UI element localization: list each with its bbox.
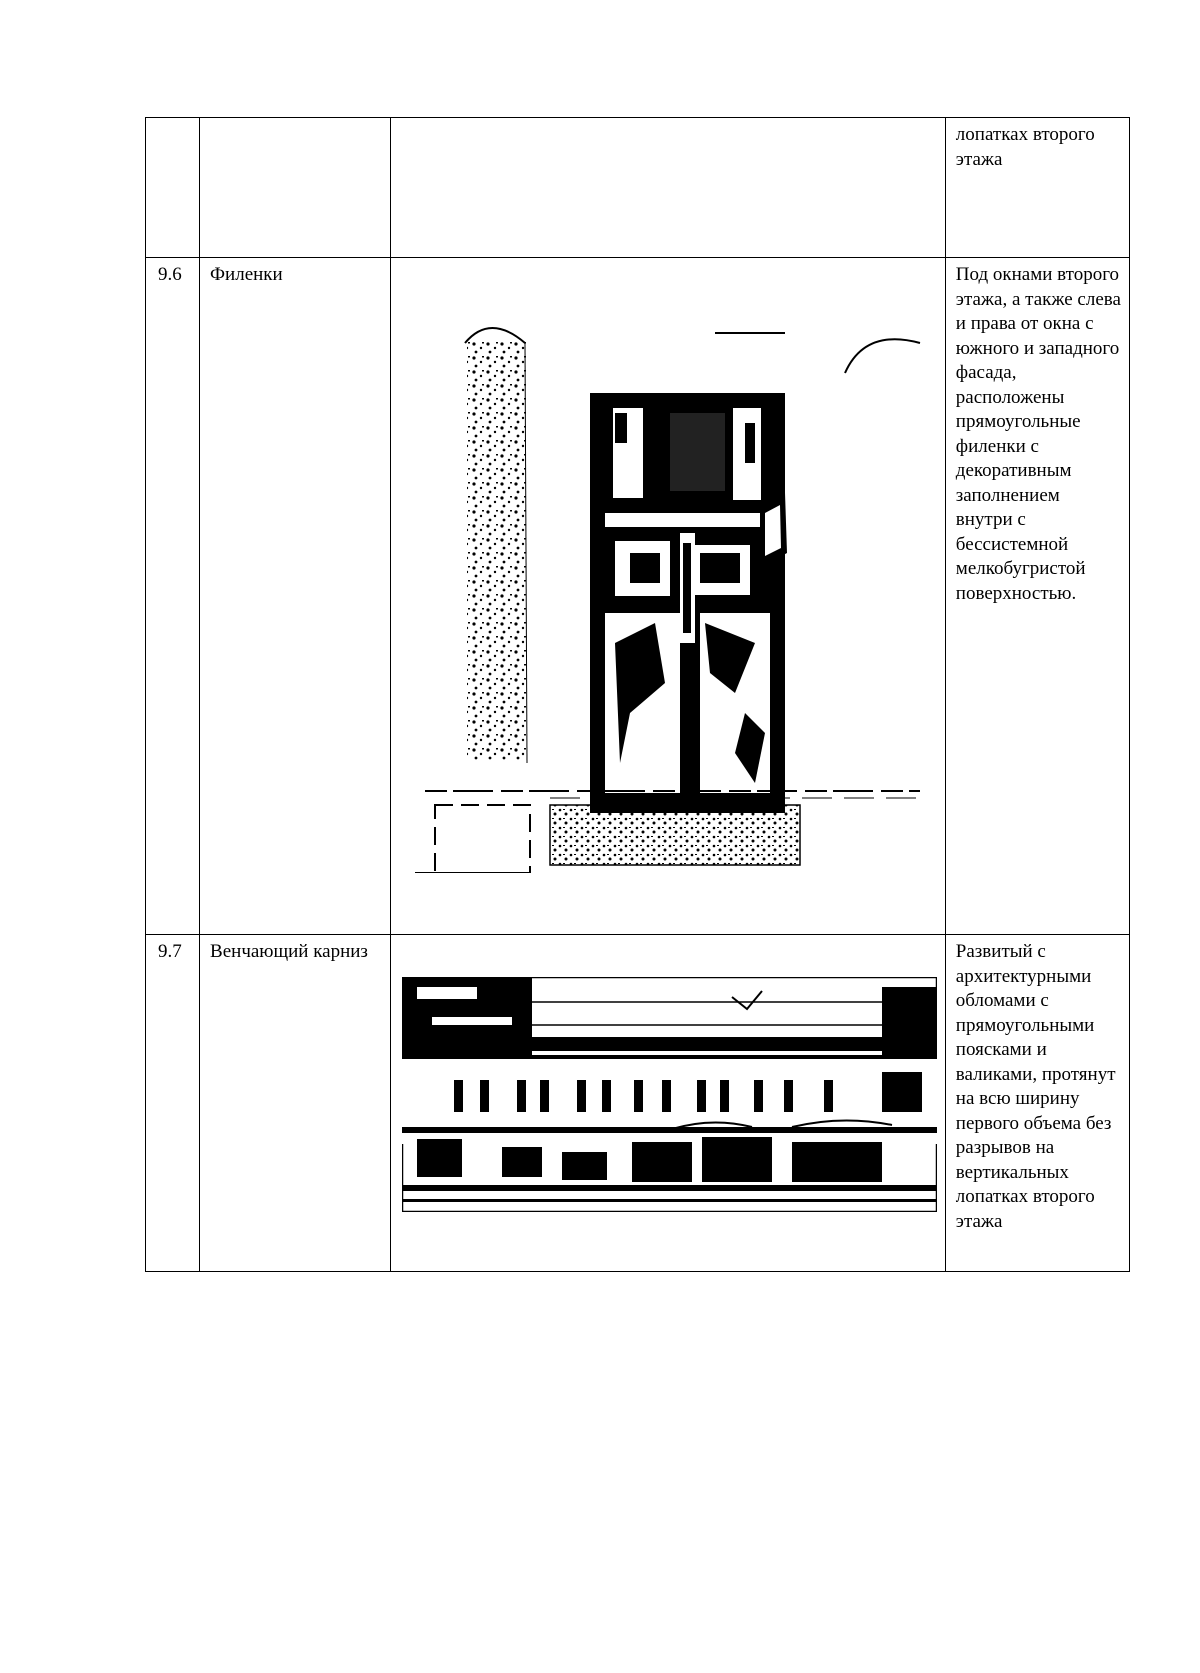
- element-name: Филенки: [210, 264, 283, 285]
- photo-cell: [391, 935, 946, 1272]
- row-number: 9.6: [158, 264, 182, 285]
- row-number-cell: [146, 118, 200, 258]
- description-text: лопатках второго этажа: [955, 124, 1095, 170]
- row-number: 9.7: [158, 941, 182, 962]
- description-cell: [945, 935, 1129, 1272]
- description-cell: [945, 258, 1129, 935]
- photo-cell: [391, 258, 946, 935]
- document-table: [145, 117, 1130, 1272]
- description-text: Под окнами второго этажа, а также слева и права от окна с южного и западного фасада, расположены прямоугольные филенки с декоративным заполнением внутри с бессистемной мелкобугристой поверхностью.: [955, 264, 1121, 604]
- table-row: [146, 258, 1130, 935]
- row-number-cell: [146, 258, 200, 935]
- row-name-cell: [200, 118, 391, 258]
- row-name-cell: [200, 258, 391, 935]
- description-text: Развитый с архитектурными обломами с прямоугольными поясками и валиками, протянут на всю ширину первого объема без разрывов на вертикальных лопатках второго этажа: [955, 941, 1116, 1232]
- description-cell: [945, 118, 1129, 258]
- row-name-cell: [200, 935, 391, 1272]
- table-row: [146, 935, 1130, 1272]
- element-name: Венчающий карниз: [210, 941, 368, 962]
- facade-photo: [402, 977, 937, 1212]
- table-row: [146, 118, 1130, 258]
- photo-cell: [391, 118, 946, 258]
- row-number-cell: [146, 935, 200, 1272]
- window-panels-photo: [415, 313, 925, 873]
